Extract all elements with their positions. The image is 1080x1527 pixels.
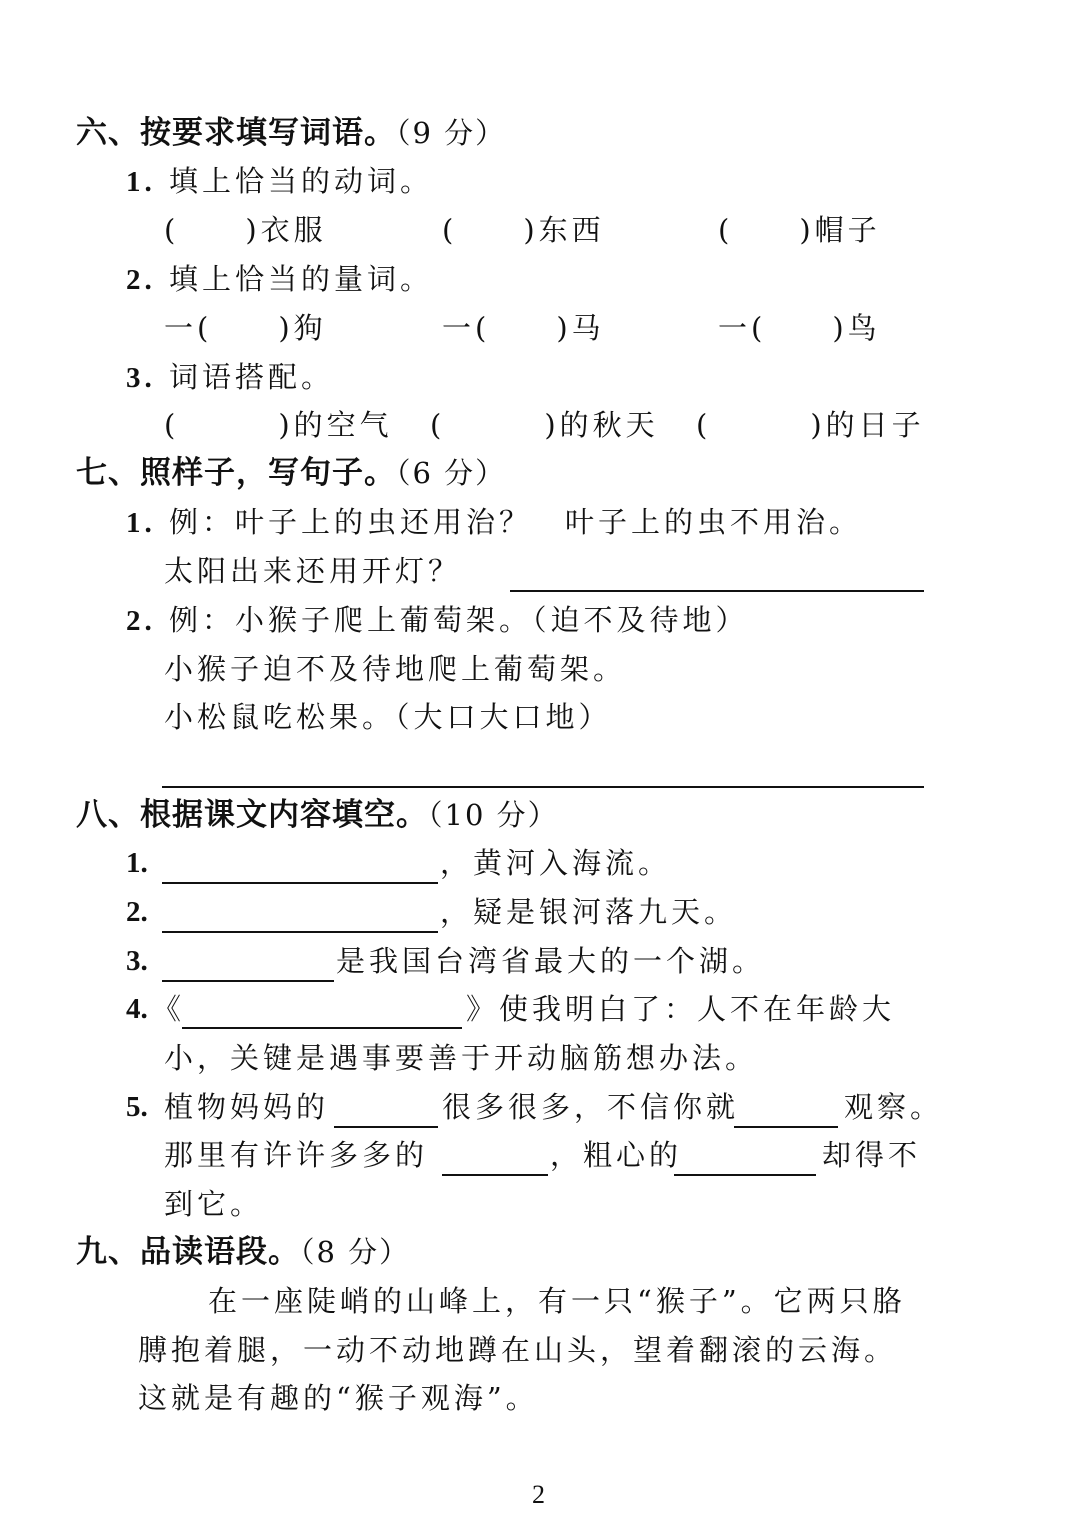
s6-q1-item-3: ( )帽子	[718, 213, 881, 247]
s7-q2-example-answer: 小猴子迫不及待地爬上葡萄架。	[164, 652, 627, 686]
s8-q4-close: 》使我明白了：人不在年龄大	[466, 992, 896, 1026]
s8-q3-blank[interactable]	[162, 980, 334, 982]
s9-passage-line-2: 膊抱着腿，一动不动地蹲在山头，望着翻滚的云海。	[138, 1333, 898, 1367]
section-7-heading	[76, 455, 507, 491]
s8-q5-part-1: 植物妈妈的	[164, 1090, 330, 1124]
s6-q2	[126, 262, 433, 296]
s6-q3-item-1: ( )的空气	[164, 408, 393, 442]
section-7-score: （6 分）	[396, 456, 507, 490]
s8-q5-part-2: 很多很多，不信你就	[442, 1090, 740, 1124]
s8-q4-open: 《	[152, 992, 186, 1026]
s8-q4-number: 4.	[126, 993, 148, 1025]
s6-q2-text: 填上恰当的量词。	[168, 262, 433, 296]
s8-q5-blank-4[interactable]	[674, 1174, 816, 1176]
s8-q3-number: 3.	[126, 945, 148, 977]
s9-passage-line-1: 在一座陡峭的山峰上，有一只“猴子”。它两只胳	[208, 1284, 906, 1318]
s8-q2-blank[interactable]	[162, 931, 438, 933]
s8-q4-blank[interactable]	[182, 1027, 462, 1029]
s8-q3-text: 是我国台湾省最大的一个湖。	[336, 944, 766, 978]
s7-q2	[126, 603, 749, 637]
section-9-score: （8 分）	[300, 1235, 411, 1269]
s7-q1	[126, 505, 862, 539]
s7-q1-example: 例：叶子上的虫还用治？ 叶子上的虫不用治。	[168, 505, 862, 539]
s6-q1	[126, 164, 433, 198]
s8-q5-blank-1[interactable]	[334, 1126, 438, 1128]
s7-q2-answer-line[interactable]	[162, 786, 924, 788]
s6-q1-text: 填上恰当的动词。	[168, 164, 433, 198]
s8-q5-part-5: ，粗心的	[550, 1138, 683, 1172]
s8-q5-blank-2[interactable]	[734, 1126, 838, 1128]
s8-q5-blank-3[interactable]	[442, 1174, 548, 1176]
section-6-title: 六、按要求填写词语。	[76, 115, 396, 151]
s6-q3-text: 词语搭配。	[168, 360, 334, 394]
s6-q2-item-3: 一( )鸟	[718, 311, 881, 345]
section-9-heading	[76, 1234, 411, 1270]
section-6-score: （9 分）	[396, 116, 507, 150]
s7-q2-prompt: 小松鼠吃松果。（大口大口地）	[164, 700, 612, 734]
s6-q1-number: 1.	[126, 166, 156, 198]
s6-q3-item-2: ( )的秋天	[430, 408, 659, 442]
s6-q1-item-1: ( )衣服	[164, 213, 327, 247]
s6-q2-number: 2.	[126, 264, 156, 296]
s8-q5-part-7: 到它。	[164, 1187, 264, 1221]
s6-q2-item-2: 一( )马	[442, 311, 605, 345]
s8-q2-number: 2.	[126, 896, 148, 928]
section-8-title: 八、根据课文内容填空。	[76, 797, 428, 833]
s6-q3	[126, 360, 334, 394]
s8-q5-part-6: 却得不	[822, 1138, 922, 1172]
s7-q1-answer-line[interactable]	[510, 590, 924, 592]
section-8-score: （10 分）	[428, 798, 559, 832]
s8-q1-blank[interactable]	[162, 882, 438, 884]
s6-q3-item-3: ( )的日子	[696, 408, 925, 442]
s7-q1-prompt: 太阳出来还用开灯？	[164, 554, 462, 588]
s8-q5-part-4: 那里有许许多多的	[164, 1138, 429, 1172]
section-8-heading	[76, 797, 559, 833]
s8-q4-line2: 小，关键是遇事要善于开动脑筋想办法。	[164, 1041, 759, 1075]
s8-q2-text: ，疑是银河落九天。	[440, 895, 738, 929]
section-7-title: 七、照样子，写句子。	[76, 455, 396, 491]
s6-q2-item-1: 一( )狗	[164, 311, 327, 345]
s7-q1-number: 1.	[126, 507, 156, 539]
section-6-heading	[76, 115, 507, 151]
s6-q3-number: 3.	[126, 362, 156, 394]
s9-passage-line-3: 这就是有趣的“猴子观海”。	[138, 1381, 539, 1415]
s8-q1-number: 1.	[126, 847, 148, 879]
s7-q2-example: 例：小猴子爬上葡萄架。（迫不及待地）	[168, 603, 749, 637]
s8-q5-number: 5.	[126, 1091, 148, 1123]
s7-q2-number: 2.	[126, 605, 156, 637]
s8-q5-part-3: 观察。	[844, 1090, 944, 1124]
s8-q1-text: ，黄河入海流。	[440, 846, 672, 880]
s6-q1-item-2: ( )东西	[442, 213, 605, 247]
page-number: 2	[532, 1480, 545, 1509]
section-9-title: 九、品读语段。	[76, 1234, 300, 1270]
